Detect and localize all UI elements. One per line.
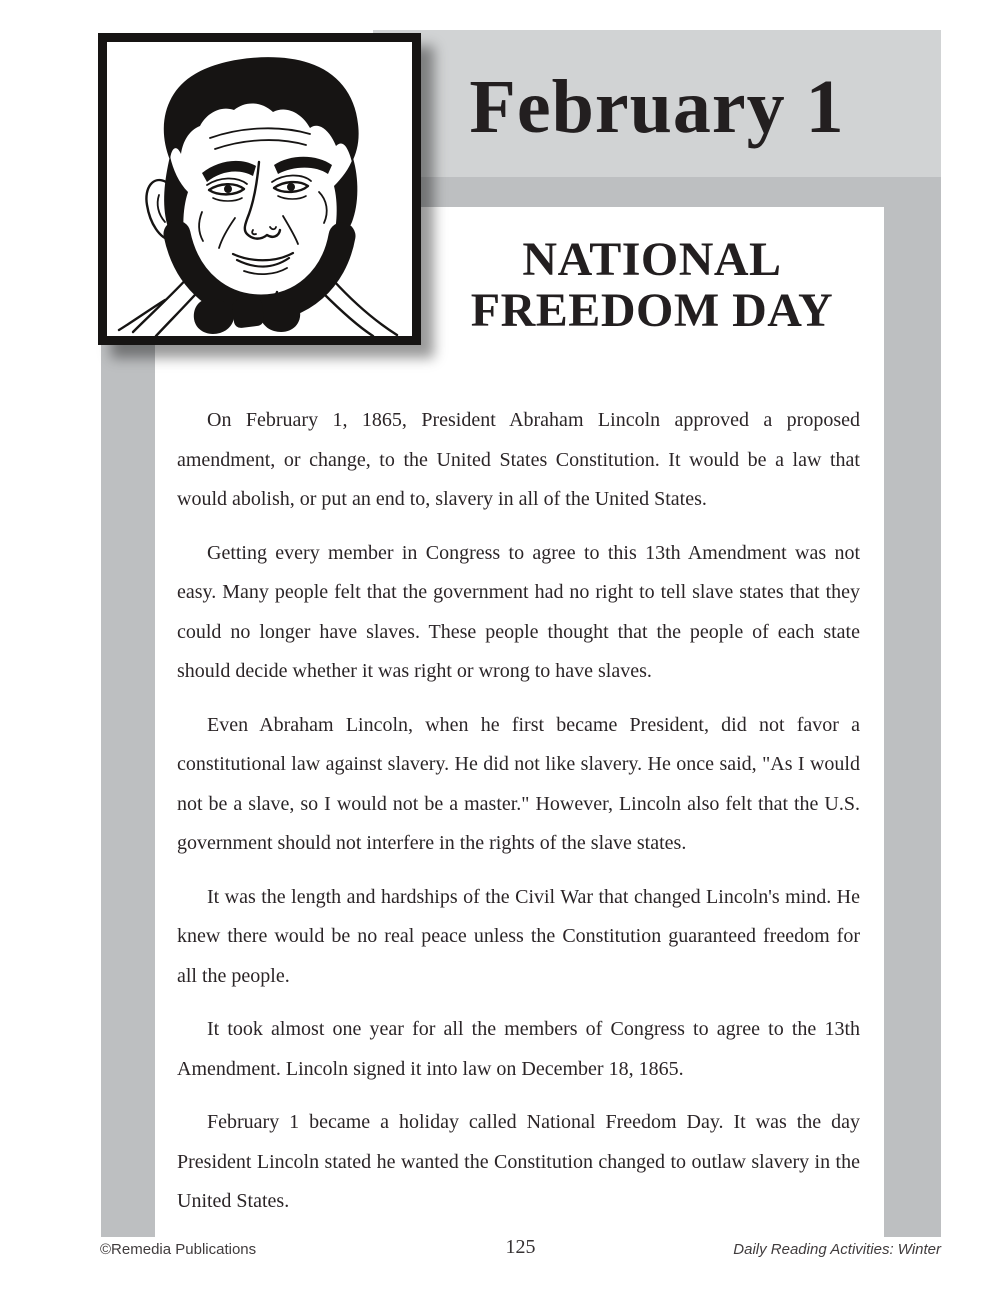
headline-line-1: NATIONAL — [522, 233, 782, 286]
date-title: February 1 — [469, 64, 845, 149]
paragraph-5: It took almost one year for all the members of Congress to agree to the 13th Amendment. Lincoln signed it into law on December 18, 1865. — [177, 1018, 860, 1080]
date-banner — [373, 30, 941, 177]
paragraph-1: On February 1, 1865, President Abraham Lincoln approved a proposed amendment, or change, to the United States Constitution. It would be a law that would abolish, or put an end to, slavery in all of the United States. — [177, 409, 860, 510]
footer-copyright: ©Remedia Publications — [100, 1241, 257, 1258]
paragraph-2: Getting every member in Congress to agree to this 13th Amendment was not easy. Many people felt that the government had no right to tell slave states that they could no longer have slaves. These people thought that the people of each state should decide whether it was right or wrong to have slaves. — [177, 541, 860, 682]
footer-page-number: 125 — [505, 1236, 536, 1258]
paragraph-4: It was the length and hardships of the Civil War that changed Lincoln's mind. He knew there would be no real peace unless the Constitution guaranteed freedom for all the people. — [177, 885, 860, 987]
article-body — [177, 401, 860, 1236]
gray-bar-right — [884, 207, 941, 1237]
headline-line-2: FREEDOM DAY — [470, 284, 834, 337]
page-headline — [421, 234, 883, 336]
footer-edition: Daily Reading Activities: Winter — [733, 1241, 941, 1258]
paragraph-3: Even Abraham Lincoln, when he first became President, did not favor a constitutional law against slavery. He did not like slavery. He once said, "As I would not be a slave, so I would not be a master." However, Lincoln also felt that the U.S. government should not interfere in the rights of the slave states. — [177, 713, 860, 854]
lincoln-portrait-illustration — [107, 42, 412, 336]
gray-bar-left — [101, 200, 155, 1237]
lincoln-portrait-frame — [98, 33, 421, 345]
paragraph-6: February 1 became a holiday called National Freedom Day. It was the day President Lincoln stated he wanted the Constitution changed to outlaw slavery in the United States. — [177, 1111, 860, 1212]
